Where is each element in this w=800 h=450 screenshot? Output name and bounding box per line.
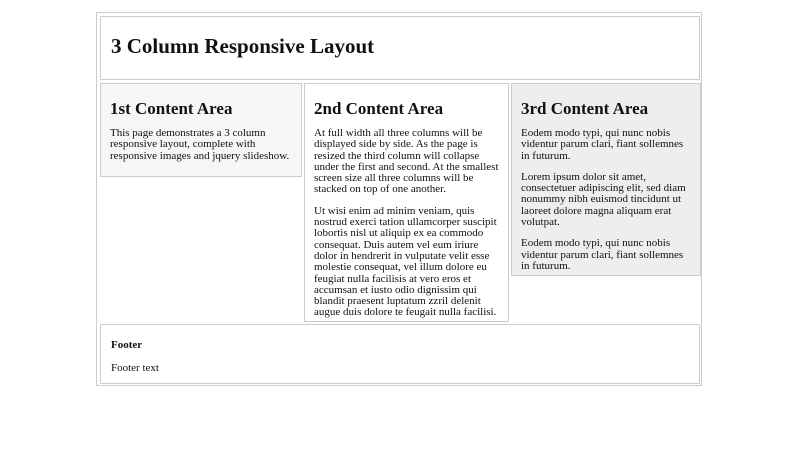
page-wrapper (96, 12, 702, 386)
content-area-3 (511, 83, 701, 276)
content-area-2-heading: 2nd Content Area (314, 99, 444, 118)
content-area-3-paragraph: Eodem modo typi, qui nunc nobis videntur parum clari, fiant sollemnes in futurum. (521, 237, 684, 272)
content-area-3-heading: 3rd Content Area (521, 99, 649, 118)
content-area-3-paragraph: Eodem modo typi, qui nunc nobis videntur parum clari, fiant sollemnes in futurum. (521, 127, 684, 162)
page-header (100, 16, 700, 80)
content-area-1-body (110, 128, 292, 172)
content-area-3-paragraph: Lorem ipsum dolor sit amet, consectetuer adipiscing elit, sed diam nonummy nibh euismod tincidunt ut laoreet dolore magna aliquam erat volutpat. (521, 170, 686, 229)
page-footer (100, 324, 700, 384)
content-area-2-paragraph: At full width all three columns will be displayed side by side. As the page is resized the third column will collapse under the first and second. At the smallest screen size all three columns will be stacked on top of one another. (314, 127, 499, 196)
content-area-2-body (314, 128, 500, 329)
content-area-2 (304, 83, 509, 322)
content-area-2-paragraph: Ut wisi enim ad minim veniam, quis nostrud exerci tation ullamcorper suscipit lobortis nisl ut aliquip ex ea commodo consequat. Duis autem vel eum iriure dolor in hendrerit in vulputate velit esse molestie consequat, vel illum dolore eu feugiat nulla facilisis at vero eros et accumsan et iusto odio dignissim qui blandit praesent luptatum zzril delenit augue duis dolore te feugait nulla facilisi. (314, 204, 497, 319)
content-area-1 (100, 83, 302, 177)
content-area-1-paragraph: This page demonstrates a 3 column responsive layout, complete with responsive images and jquery slideshow. (110, 127, 290, 162)
page-title: 3 Column Responsive Layout (111, 34, 375, 58)
content-area-1-heading: 1st Content Area (110, 99, 233, 118)
footer-text: Footer text (111, 362, 159, 374)
content-area-3-body (521, 128, 693, 282)
footer-title: Footer (111, 339, 143, 351)
